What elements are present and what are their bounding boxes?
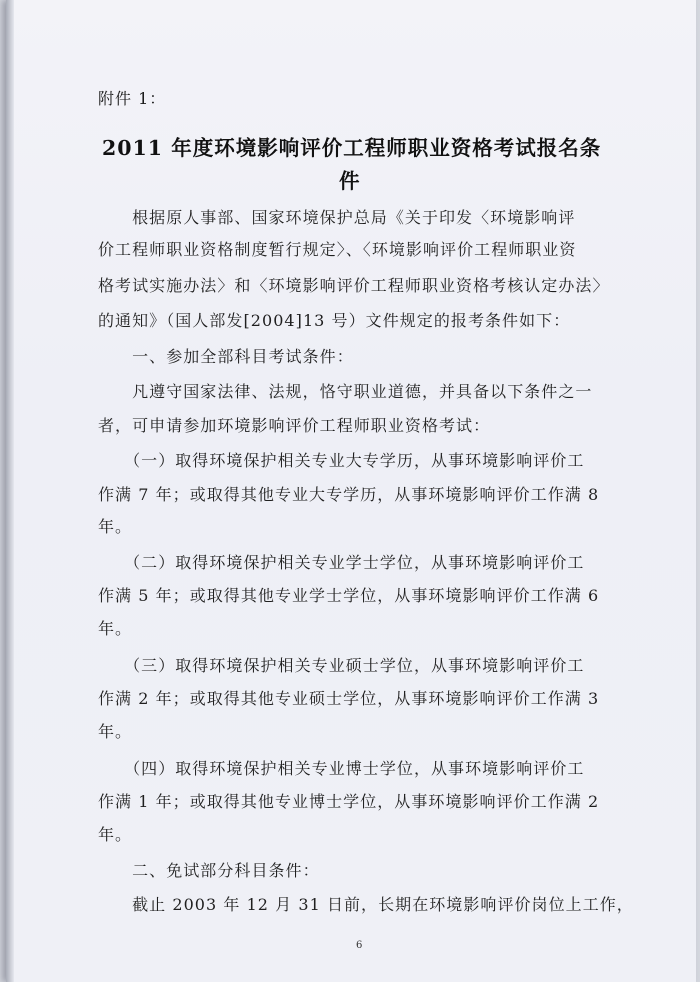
body-paragraph-line: 格考试实施办法〉和〈环境影响评价工程师职业资格考核认定办法〉 (98, 276, 610, 295)
page-number: 6 (356, 940, 363, 951)
body-paragraph-line: 的通知》（国人部发[2004]13 号）文件规定的报考条件如下： (98, 311, 571, 330)
condition-item-line: （四）取得环境保护相关专业博士学位，从事环境影响评价工 (98, 759, 585, 778)
body-paragraph-line: 价工程师职业资格制度暂行规定〉、〈环境影响评价工程师职业资 (98, 240, 577, 259)
document-page (6, 0, 696, 982)
condition-item-line: 年。 (98, 619, 133, 638)
section-heading: 一、参加全部科目考试条件： (98, 347, 354, 366)
condition-item-line: （三）取得环境保护相关专业硕士学位，从事环境影响评价工 (98, 656, 585, 675)
section-heading: 二、免试部分科目条件： (98, 861, 320, 880)
body-paragraph-line: 凡遵守国家法律、法规，恪守职业道德，并具备以下条件之一 (98, 382, 593, 401)
condition-item-line: 作满 7 年；或取得其他专业大专学历，从事环境影响评价工作满 8 (98, 485, 600, 504)
condition-item-line: 作满 5 年；或取得其他专业学士学位，从事环境影响评价工作满 6 (98, 586, 600, 605)
condition-item-line: 作满 2 年；或取得其他专业硕士学位，从事环境影响评价工作满 3 (98, 689, 600, 708)
body-paragraph-line: 截止 2003 年 12 月 31 日前，长期在环境影响评价岗位上工作， (98, 895, 634, 914)
condition-item-line: 年。 (98, 722, 133, 741)
body-paragraph-line: 根据原人事部、国家环境保护总局《关于印发〈环境影响评 (98, 208, 576, 227)
document-title-line-1: 2011 年度环境影响评价工程师职业资格考试报名条 (102, 136, 602, 160)
attachment-label: 附件 1： (98, 89, 167, 108)
condition-item-line: （一）取得环境保护相关专业大专学历，从事环境影响评价工 (98, 451, 585, 470)
condition-item-line: 作满 1 年；或取得其他专业博士学位，从事环境影响评价工作满 2 (98, 792, 600, 811)
condition-item-line: 年。 (98, 517, 133, 536)
scan-edge-shadow (6, 0, 14, 982)
condition-item-line: 年。 (98, 825, 133, 844)
condition-item-line: （二）取得环境保护相关专业学士学位，从事环境影响评价工 (98, 553, 585, 572)
document-title-line-2: 件 (339, 169, 361, 193)
body-paragraph-line: 者，可申请参加环境影响评价工程师职业资格考试： (98, 416, 491, 435)
